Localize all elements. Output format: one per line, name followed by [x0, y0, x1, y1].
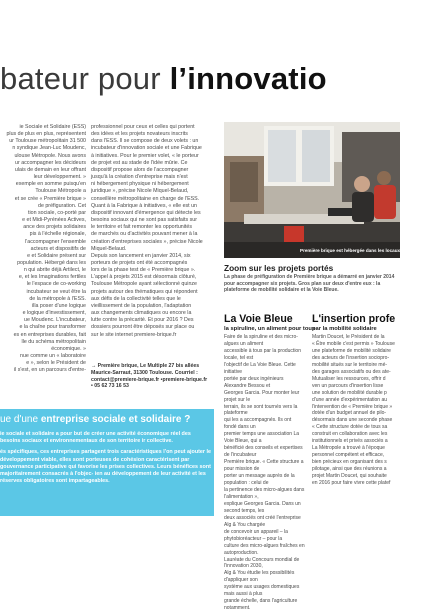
text-line: aux changements climatiques ou encore la — [91, 310, 192, 317]
text-line: Quant à la Fabrique à initiatives, « elle est un — [91, 202, 197, 209]
text-line: grande échelle, dans l'agriculture notamment. — [224, 598, 298, 612]
ess-definition-box — [0, 409, 214, 516]
text-line: institutionnels et privés associés a — [312, 438, 388, 445]
text-line: incubateur d'innovation sociale et une Fabrique — [91, 145, 202, 152]
text-line: « Être mobile c'est permis » Toulouse — [312, 340, 395, 347]
insertion-subtitle: par la mobilité solidaire — [312, 326, 377, 332]
text-line: dossiers pourront être déposés sur place ou — [91, 324, 195, 331]
text-line: e », selon le Président de — [26, 360, 86, 367]
text-line: ie sociale et solidaire a pour but de créer une activité économique — [0, 431, 169, 437]
text-line: bénéficié des conseils et expertises de l'incubateur — [224, 445, 303, 459]
ess-paragraph — [0, 449, 211, 485]
text-line: e logique d'investissement, — [22, 310, 86, 317]
text-line: le l'espace de co-working — [26, 281, 86, 288]
text-line: dans l'ESS. Il se compose de deux volets : un — [91, 138, 199, 145]
ess-paragraph — [0, 431, 211, 445]
text-line: explique Georges Garcia. Dans un second temps, les — [224, 500, 301, 514]
text-line: Alg & You étudie les possibilités d'appliquer son — [224, 570, 295, 584]
text-line: terrain, ils se sont tournés vers la plateforme — [224, 403, 298, 417]
text-line: L'appel à projets 2015 est désormais clôturé, — [91, 274, 197, 281]
text-line: aux défis de la collectivité telles que le — [91, 295, 181, 302]
headline-part-bold: l’innovatio — [169, 61, 327, 96]
text-line: n syndique Jean-Luc Moudenc, — [12, 145, 86, 152]
photo-caption: Première brique est hébergée dans les locaux du Multiple. — [300, 248, 427, 253]
text-line: accessible à tous par la production locale, tel est — [224, 347, 301, 361]
text-line: portée par deux ingénieurs Alexandre Bessou et — [224, 375, 284, 389]
text-line: personnel compétent et efficace, — [312, 452, 385, 459]
text-line: La Métropole a trouvé à l'époque — [312, 445, 385, 452]
text-line: de projet est au stade de l'idée mûrie. Ce — [91, 159, 188, 166]
text-line: ni hébergement physique ni hébergement — [91, 181, 189, 188]
text-line: culture des micro-algues fraîches en autoproduction. — [224, 542, 305, 556]
text-line: Faire de la spiruline et des micro-algues un aliment — [224, 334, 298, 347]
text-line: ulouse Métropole. Nous avons — [14, 152, 86, 159]
text-line: Miquel-Belaud. — [91, 245, 127, 252]
text-line: ie Sociale et Solidaire (ESS) — [19, 124, 86, 130]
text-line: besoins sociaux qui ne sont pas satisfaits sur — [91, 217, 197, 224]
text-line: Première brique. « Cette structure a pour mission de — [224, 459, 304, 473]
ess-heading-rest: entreprise sociale et solidaire ? — [40, 414, 191, 425]
text-line: juridique », précise Nicole Miquel-Belaud, — [91, 188, 189, 195]
voie-bleue-subtitle: la spiruline, un aliment pour tous — [224, 326, 316, 332]
text-line: Georges Garcia. Pour monter leur projet sur le — [224, 389, 300, 403]
text-line: ven un parcours d'insertion lisse — [312, 382, 384, 389]
text-line: ur accompagner les décideurs — [15, 159, 86, 166]
ess-box-body — [0, 431, 211, 489]
text-line: population. Hébergé dans les — [17, 259, 86, 266]
headline-part-regular: bateur pour — [0, 61, 170, 96]
text-line: ien au développement de leur activité et les réserves obligatoires — [0, 471, 206, 485]
text-line: sur le site internet premiere-brique.fr — [91, 331, 177, 338]
text-line: acteurs et dispositifs de — [30, 245, 86, 252]
text-line: dispositif propose alors de l'accompagner — [91, 166, 189, 173]
text-line: ance des projets solidaires — [23, 224, 86, 231]
text-line: système aux usages domestiques mais aussi à plus — [224, 584, 300, 598]
text-line: construit en collaboration avec les — [312, 431, 388, 438]
text-line: tion sociale, co-porté par — [27, 209, 86, 216]
text-line: projets autour des thématiques qui répondent — [91, 288, 198, 295]
text-line: ur Toulouse métropolitain 31 500 — [9, 138, 86, 145]
text-line: l'accompagner l'ensemble — [25, 238, 86, 245]
text-line: l'intervention de « Première brique » — [312, 403, 393, 410]
text-line: bien précieux en organisant des s — [312, 459, 387, 466]
text-line: e, et les Imaginations fertiles — [18, 274, 86, 281]
text-line: l'objectif de La Voie Bleue. Cette initiative — [224, 361, 296, 375]
text-line: porteurs de projets ont été accompagnés — [91, 259, 188, 266]
text-line: professionnel pour ceux et celles qui portent — [91, 124, 195, 130]
text-line: és spécifiques, ces entreprises partagent trois caractéristiques — [0, 449, 162, 456]
text-line: Depuis son lancement en janvier 2014, six — [91, 252, 191, 259]
text-line: Martin Doucet, le Président de la — [312, 334, 385, 340]
text-line: pilotage, ainsi que des réunions a — [312, 466, 387, 473]
voie-bleue-title: La Voie Bleue — [224, 313, 293, 325]
text-line: plus de plus en plus, représentent — [6, 131, 86, 138]
left-text-column — [0, 124, 86, 374]
text-line: « Cette structure dotée de tous sa — [312, 424, 388, 431]
text-line: e et Midi-Pyrénées Actives, — [22, 217, 86, 224]
voie-bleue-text — [224, 334, 305, 612]
text-line: collectives. Leurs bénéfices sont majoritairement consacrés à l'objec- — [0, 463, 211, 478]
text-line: lutte contre la précarité. Et pour 2016 ? Des — [91, 317, 194, 324]
text-line: et se crée « Première brique » — [14, 195, 86, 202]
text-line: Mutualiser les ressources, offrir d — [312, 375, 386, 382]
text-line: des acteurs de l'insertion sociopro- — [312, 354, 390, 361]
text-line: deux associés ont créé l'entreprise Alg & You chargée — [224, 514, 301, 528]
text-line: mobilité situés sur le territoire mé- — [312, 361, 388, 368]
text-line: ir collective. — [141, 438, 173, 445]
text-line: projet Martin Doucet, qui souhaite — [312, 473, 387, 480]
contact-info: → Première brique, Le Multiple 27 bis allées Maurice-Sarraut, 31300 Toulouse. Courriel : contact@premiere-brique.fr •premiere-brique.fr • 05 62 73 16 53 — [91, 363, 208, 390]
text-line: création d'entreprises sociales », précise Nicole — [91, 238, 203, 245]
text-line: des garages associatifs ou des ate- — [312, 368, 391, 375]
text-line: Toulouse Métropole ayant sélectionné quinze — [91, 281, 198, 288]
text-line: ue Moudenc. L'incubateur, — [24, 317, 86, 324]
text-line: des idées et les projets novateurs inscrits — [91, 131, 188, 138]
ess-box-heading — [0, 414, 214, 425]
zoom-lead: La phase de préfiguration de Première brique a démarré en janvier 2014 pour accompagner six projets. Gros plan sur deux d'entre eux : la plateforme de mobilité solidaire et la Voie Bleue. — [224, 274, 395, 294]
text-line: leur développement. » — [33, 174, 86, 181]
text-line: sont impartageables. — [55, 478, 110, 485]
text-line: en 2016 pour faire vivre cette platef — [312, 480, 391, 487]
text-line: exemple en somme puisqu'en — [15, 181, 86, 188]
office-scene-illustration — [224, 122, 427, 258]
text-line: e la chaîne pour transformer — [19, 324, 86, 331]
text-line: Toulouse Métropole a — [35, 188, 86, 195]
text-line: lle du schéma métropolitain — [21, 338, 86, 345]
text-line: pis à l'échelle régionale, — [29, 231, 86, 238]
text-line: à initiatives. Pour le premier volet, « le porteur — [91, 152, 199, 159]
insertion-text — [312, 334, 400, 516]
text-line: conseillère métropolitaine en charge de l'ESS. — [91, 195, 200, 202]
text-line: le territoire et fait remonter les opportunités — [91, 224, 192, 231]
text-line: il s'est, en un parcours d'entre- — [13, 367, 86, 374]
text-line: une plateforme de mobilité solidaire — [312, 347, 391, 354]
text-line: de concevoir un appareil – la phytobioréacteur – pour la — [224, 528, 288, 542]
article-headline — [0, 62, 400, 96]
text-line: e et Solidaire présent sur — [27, 252, 86, 259]
text-line: qui les a accompagnés. Ils ont fondé dans un — [224, 417, 292, 431]
text-line: vieillissement de la population, l'adaptation — [91, 302, 192, 309]
ess-heading-prefix: ue d'une — [0, 414, 41, 425]
article-photo — [224, 122, 427, 258]
text-line: la pertinence des micro-algues dans l'alimentation », — [224, 486, 305, 500]
text-line: premier temps une association La Voie Bleue, qui a — [224, 431, 300, 445]
insertion-title: L'insertion profe — [312, 313, 396, 325]
text-line: économique. » — [51, 345, 86, 352]
text-line: ulais de demain en leur offrant — [14, 166, 86, 173]
text-line: jusqu'à la création d'entreprise mais n'est — [91, 174, 188, 181]
text-line: caractérisent par gouvernance participative qui favorise les prises — [0, 456, 190, 470]
text-line: désormais dans une seconde phase — [312, 417, 393, 424]
zoom-title: Zoom sur les projets portés — [224, 263, 334, 273]
text-line: Lauréate du Concours mondial de l'innovation 2030, — [224, 556, 300, 570]
text-line: illa poser d'une logique — [31, 302, 86, 309]
text-line: n qui abrite déjà Artilect, le — [23, 267, 86, 274]
text-line: lors de la phase test de « Première brique ». — [91, 267, 196, 274]
text-line: dispositif innovant d'émergence qui détecte les — [91, 209, 201, 216]
text-line: dotée d'un budget annuel de pilo- — [312, 410, 387, 417]
text-line: de préfiguration. Cet — [38, 202, 86, 209]
text-line: d'une année d'expérimentation au — [312, 396, 388, 403]
text-line: de marchés ou d'activités pouvant mener à la — [91, 231, 198, 238]
text-line: réel des besoins sociaux et environnementaux de son territoire — [0, 431, 191, 445]
text-line: de la métropole à l'ESS. — [29, 295, 86, 302]
text-line: incubateur se veut être la — [26, 288, 86, 295]
text-line: une solution de mobilité durable p — [312, 389, 387, 396]
middle-text-column — [91, 124, 206, 384]
text-line: porter un message auprès de la population : celui de — [224, 473, 295, 487]
text-line: es en entreprises durables, fait — [13, 331, 86, 338]
text-line: nue comme un « laboratoire — [20, 353, 86, 359]
text-line: l'on peut ajouter le développement viable, elles sont porteuses de cohésion — [0, 449, 212, 463]
